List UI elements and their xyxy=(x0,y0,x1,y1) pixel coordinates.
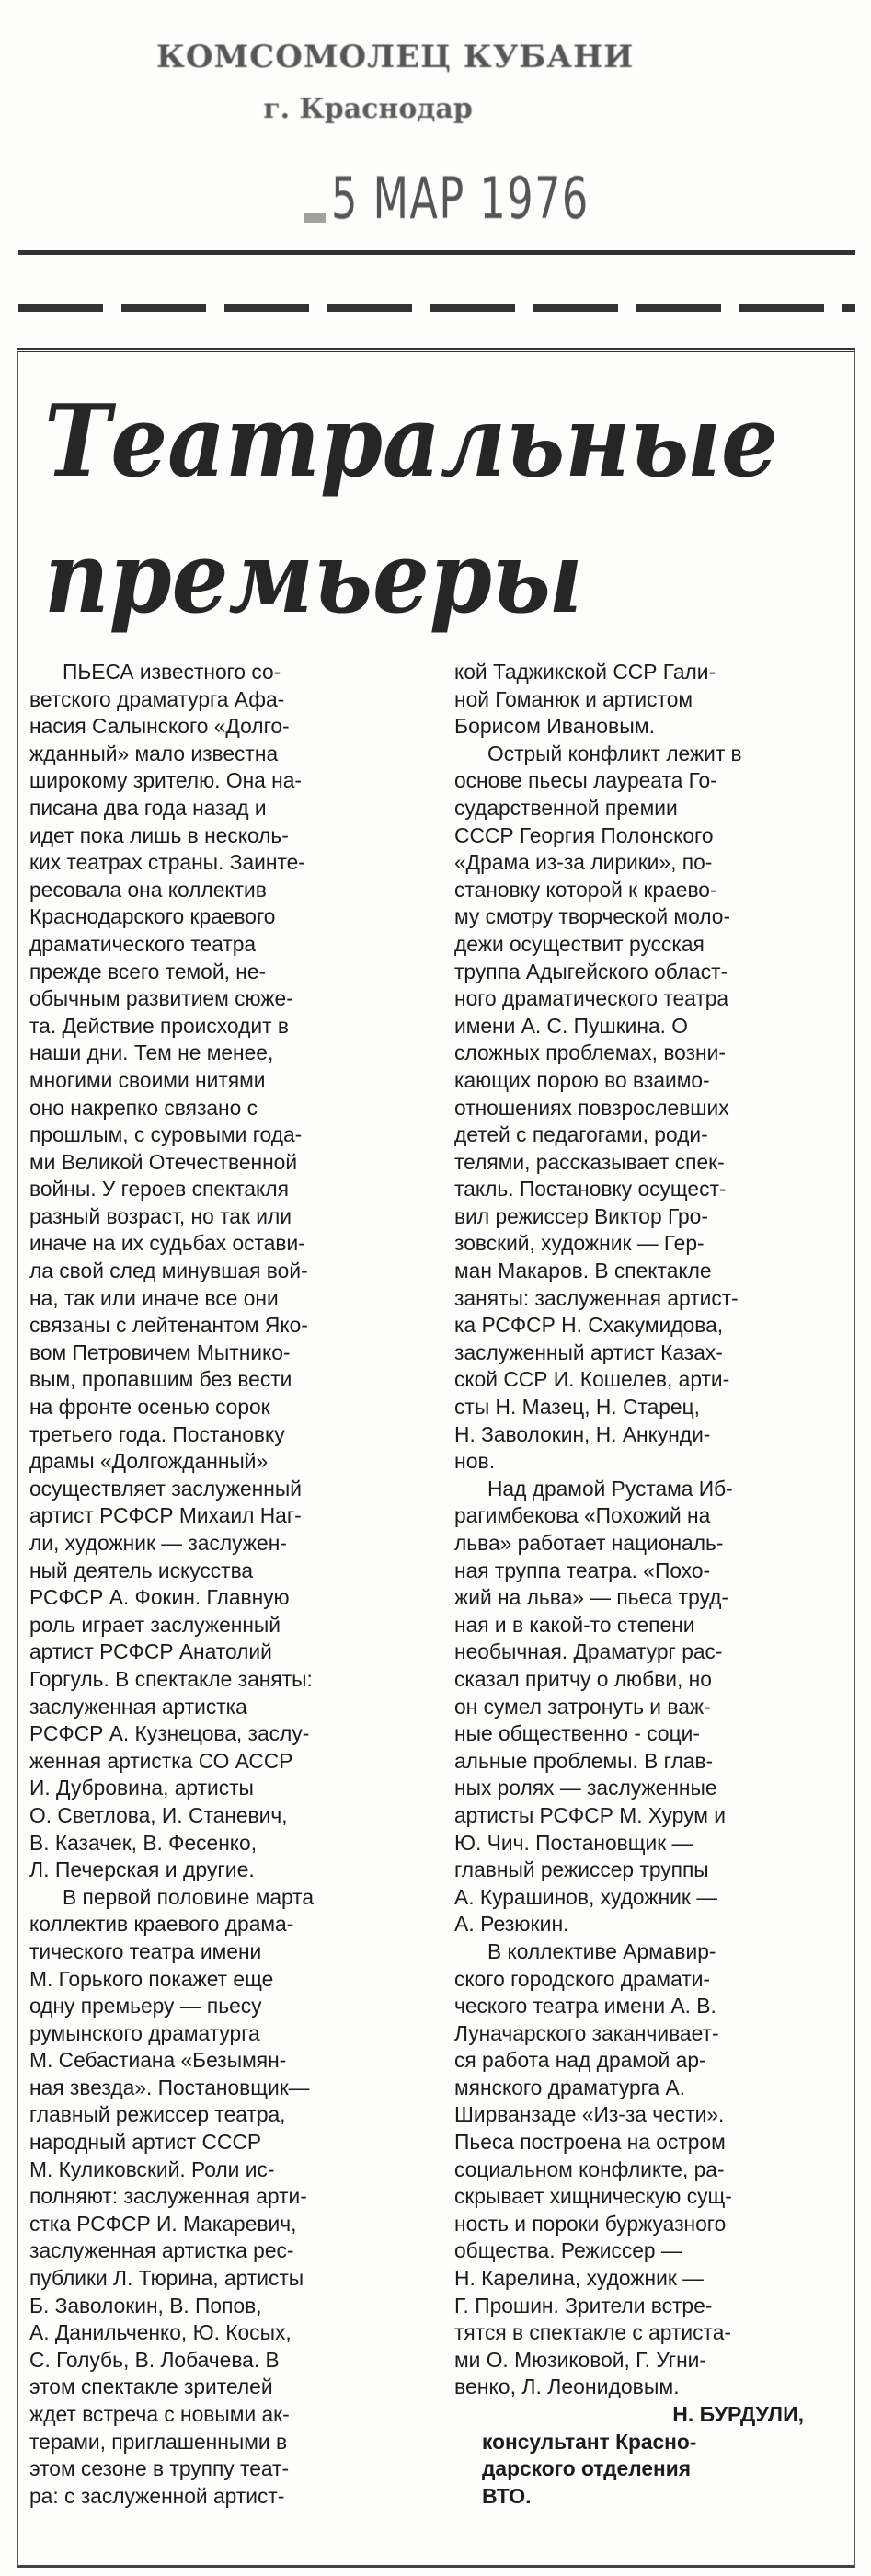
text-line: кой Таджикской ССР Гали- xyxy=(454,660,716,684)
text-line: ми Великой Отечественной xyxy=(29,1149,298,1174)
text-line: рагимбекова «Похожий на xyxy=(454,1503,711,1528)
text-line: заслуженная артистка xyxy=(29,1694,247,1719)
text-line: А. Данильченко, Ю. Косых, xyxy=(29,2320,292,2345)
paragraph xyxy=(29,1884,416,2511)
text-line: социальном конфликте, ра- xyxy=(454,2156,725,2181)
text-line: РСФСР А. Фокин. Главную xyxy=(29,1585,290,1610)
text-line: Б. Заволокин, В. Попов, xyxy=(29,2293,262,2317)
text-line: одну премьеру — пьесу xyxy=(29,1994,262,2018)
text-line: необычная. Драматург рас- xyxy=(454,1639,723,1664)
text-line: Горгуль. В спектакле заняты: xyxy=(29,1666,313,1691)
text-line: артисты РСФСР М. Хурум и xyxy=(454,1802,726,1827)
text-line: альные проблемы. В глав- xyxy=(454,1748,714,1773)
paragraph xyxy=(454,1938,841,2401)
text-line: ных ролях — заслуженные xyxy=(454,1776,717,1800)
text-line: стка РСФСР И. Макаревич, xyxy=(29,2211,297,2236)
text-line: писана два года назад и xyxy=(29,795,267,820)
paragraph xyxy=(454,659,841,741)
text-line: сказал притчу о любви, но xyxy=(454,1666,712,1691)
text-line: ких театрах страны. Заинте- xyxy=(29,850,305,875)
text-line: связаны с лейтенантом Яко- xyxy=(29,1313,308,1338)
text-line: румынского драматурга xyxy=(29,2020,260,2045)
text-line: он сумел затронуть и важ- xyxy=(454,1694,711,1719)
text-line: нов. xyxy=(454,1449,496,1474)
text-line: РСФСР А. Кузнецова, заслу- xyxy=(29,1721,310,1746)
text-line: мянского драматурга А. xyxy=(454,2075,685,2099)
text-line: сложных проблемах, возни- xyxy=(454,1041,726,1065)
signature-role-line: ВТО. xyxy=(482,2483,532,2508)
headline-line-1: Театральные xyxy=(44,384,778,500)
article-column-right xyxy=(454,659,841,2510)
text-line: публики Л. Тюрина, артисты xyxy=(29,2266,304,2291)
text-line: венко, Л. Леонидовым. xyxy=(454,2375,680,2399)
signature-author: Н. БУРДУЛИ, xyxy=(672,2402,804,2426)
text-line: Борисом Ивановым. xyxy=(454,714,656,739)
text-line: льва» работает националь- xyxy=(454,1531,724,1555)
text-line: ная звезда». Постановщик— xyxy=(29,2075,310,2099)
text-line: отношениях повзрослевших xyxy=(454,1095,729,1120)
paragraph xyxy=(454,741,841,1476)
text-line: вил режиссер Виктор Гро- xyxy=(454,1203,708,1228)
text-line: ная труппа театра. «Похо- xyxy=(454,1558,711,1582)
text-line: терами, приглашенными в xyxy=(29,2429,288,2454)
signature-role-line: дарского отделения xyxy=(482,2456,691,2481)
text-line: ка РСФСР Н. Схакумидова, xyxy=(454,1313,724,1338)
text-line: «Драма из-за лирики», по- xyxy=(454,850,713,875)
text-line: Над драмой Рустама Иб- xyxy=(487,1476,733,1501)
text-line: имени А. С. Пушкина. О xyxy=(454,1013,689,1038)
text-line: ная и в какой-то степени xyxy=(454,1612,695,1637)
text-line: ПЬЕСА известного со- xyxy=(63,660,281,684)
text-line: телями, рассказывает спек- xyxy=(454,1149,725,1174)
text-line: драматического театра xyxy=(29,931,257,956)
text-line: ра: с заслуженной артист- xyxy=(29,2483,285,2508)
text-line: разный возраст, но так или xyxy=(29,1203,292,1228)
text-line: труппа Адыгейского област- xyxy=(454,959,728,983)
text-line: осуществляет заслуженный xyxy=(29,1476,302,1501)
text-line: полняют: заслуженная арти- xyxy=(29,2184,307,2209)
text-line: ный деятель искусства xyxy=(29,1558,254,1582)
text-line: вом Петровичем Мытнико- xyxy=(29,1340,291,1364)
text-line: И. Дубровина, артисты xyxy=(29,1776,254,1800)
text-line: главный режиссер труппы xyxy=(454,1857,709,1882)
text-line: дежи осуществит русская xyxy=(454,931,705,956)
text-line: А. Резюкин. xyxy=(454,1912,569,1937)
text-line: Острый конфликт лежит в xyxy=(487,741,742,765)
paragraph xyxy=(29,659,416,1884)
text-line: заслуженная артистка рес- xyxy=(29,2238,294,2263)
text-line: идет пока лишь в несколь- xyxy=(29,822,289,847)
text-line: Л. Печерская и другие. xyxy=(29,1857,255,1882)
text-line: обычным развитием сюже- xyxy=(29,986,293,1011)
text-line: тятся в спектакле с артиста- xyxy=(454,2320,731,2345)
text-line: ской ССР И. Кошелев, арти- xyxy=(454,1367,730,1392)
text-line: становку которой к краево- xyxy=(454,877,717,902)
text-line: Н. Карелина, художник — xyxy=(454,2266,704,2291)
text-line: ность и пороки буржуазного xyxy=(454,2211,727,2236)
text-line: ского городского драмати- xyxy=(454,1966,711,1991)
text-line: Ширванзаде «Из-за чести». xyxy=(454,2102,725,2127)
text-line: ческого театра имени А. В. xyxy=(454,1994,716,2018)
text-line: женная артистка СО АССР xyxy=(29,1748,293,1773)
text-line: кающих порою во взаимо- xyxy=(454,1067,710,1092)
text-line: такль. Постановку осущест- xyxy=(454,1177,727,1202)
text-line: иначе на их судьбах остави- xyxy=(29,1231,305,1256)
article-column-left xyxy=(29,659,416,2510)
text-line: М. Куликовский. Роли ис- xyxy=(29,2156,275,2181)
signature xyxy=(454,2401,841,2510)
text-line: ные общественно - соци- xyxy=(454,1721,700,1746)
text-line: сударственной премии xyxy=(454,795,678,820)
text-line: Г. Прошин. Зрители встре- xyxy=(454,2293,713,2317)
text-line: коллектив краевого драма- xyxy=(29,1912,294,1937)
text-line: вым, пропавшим без вести xyxy=(29,1367,292,1392)
text-line: детей с педагогами, роди- xyxy=(454,1122,708,1147)
text-line: многими своими нитями xyxy=(29,1067,266,1092)
text-line: СССР Георгия Полонского xyxy=(454,822,714,847)
text-line: на фронте осенью сорок xyxy=(29,1395,270,1420)
text-line: главный режиссер театра, xyxy=(29,2102,286,2127)
text-line: В первой половине марта xyxy=(63,1884,315,1909)
signature-role-line: консультант Красно- xyxy=(482,2429,697,2454)
text-line: му смотру творческой моло- xyxy=(454,904,731,929)
text-line: общества. Режиссер — xyxy=(454,2238,682,2263)
text-line: заслуженный артист Казах- xyxy=(454,1340,723,1364)
text-line: жий на льва» — пьеса труд- xyxy=(454,1585,729,1610)
text-line: ли, художник — заслужен- xyxy=(29,1531,287,1555)
text-line: широкому зрителю. Она на- xyxy=(29,768,302,793)
text-line: ман Макаров. В спектакле xyxy=(454,1259,712,1283)
text-line: скрывает хищническую сущ- xyxy=(454,2184,732,2209)
text-line: ной Гоманюк и артистом xyxy=(454,686,693,711)
text-line: В. Казачек, В. Фесенко, xyxy=(29,1830,258,1855)
text-line: Пьеса построена на остром xyxy=(454,2130,726,2155)
text-line: тического театра имени xyxy=(29,1938,262,1963)
text-line: насия Салынского «Долго- xyxy=(29,714,290,739)
text-line: этом сезоне в труппу теат- xyxy=(29,2456,290,2481)
text-line: О. Светлова, И. Станевич, xyxy=(29,1802,288,1827)
text-line: Луначарского заканчивает- xyxy=(454,2020,719,2045)
text-line: А. Курашинов, художник — xyxy=(454,1884,717,1909)
text-line: сты Н. Мазец, Н. Старец, xyxy=(454,1395,700,1420)
text-line: заняты: заслуженная артист- xyxy=(454,1285,739,1310)
text-line: наши дни. Тем не менее, xyxy=(29,1041,274,1065)
stamp-date: 5 МАР 1976 xyxy=(331,165,590,232)
text-line: зовский, художник — Гер- xyxy=(454,1231,705,1256)
text-line: на, так или иначе все они xyxy=(29,1285,279,1310)
text-line: артист РСФСР Анатолий xyxy=(29,1639,272,1664)
text-line: третьего года. Постановку xyxy=(29,1421,285,1446)
headline-line-2: премьеры xyxy=(44,520,583,636)
text-line: Н. Заволокин, Н. Анкунди- xyxy=(454,1421,711,1446)
text-line: ся работа над драмой ар- xyxy=(454,2048,706,2073)
text-line: М. Горького покажет еще xyxy=(29,1966,274,1991)
text-line: войны. У героев спектакля xyxy=(29,1177,289,1202)
text-line: народный артист СССР xyxy=(29,2130,262,2155)
stamp-newspaper-name: КОМСОМОЛЕЦ КУБАНИ xyxy=(156,39,635,75)
text-line: та. Действие происходит в xyxy=(29,1013,289,1038)
text-line: ветского драматурга Афа- xyxy=(29,686,285,711)
text-line: ждет встреча с новыми ак- xyxy=(29,2402,290,2426)
text-line: ресовала она коллектив xyxy=(29,877,267,902)
text-line: жданный» мало известна xyxy=(29,741,279,765)
text-line: оно накрепко связано с xyxy=(29,1095,258,1120)
text-line: прошлым, с суровыми года- xyxy=(29,1122,303,1147)
text-line: ла свой след минувшая вой- xyxy=(29,1259,308,1283)
text-line: Краснодарского краевого xyxy=(29,904,276,929)
text-line: основе пьесы лауреата Го- xyxy=(454,768,717,793)
text-line: ми О. Мюзиковой, Г. Угни- xyxy=(454,2347,706,2372)
text-line: этом спектакле зрителей xyxy=(29,2375,273,2399)
text-line: В коллективе Армавир- xyxy=(487,1938,716,1963)
rule-dashed xyxy=(18,304,855,312)
rule-solid xyxy=(18,250,855,255)
text-line: драмы «Долгожданный» xyxy=(29,1449,269,1474)
text-line: артист РСФСР Михаил Наг- xyxy=(29,1503,302,1528)
text-line: роль играет заслуженный xyxy=(29,1612,281,1637)
text-line: С. Голубь, В. Лобачева. В xyxy=(29,2347,280,2372)
text-line: М. Себастиана «Безымян- xyxy=(29,2048,287,2073)
text-line: прежде всего темой, не- xyxy=(29,959,267,983)
text-line: Ю. Чич. Постановщик — xyxy=(454,1830,693,1855)
stamp-city: г. Краснодар xyxy=(263,93,473,125)
stamp-mark xyxy=(304,213,326,223)
text-line: ного драматического театра xyxy=(454,986,729,1011)
paragraph xyxy=(454,1476,841,1938)
